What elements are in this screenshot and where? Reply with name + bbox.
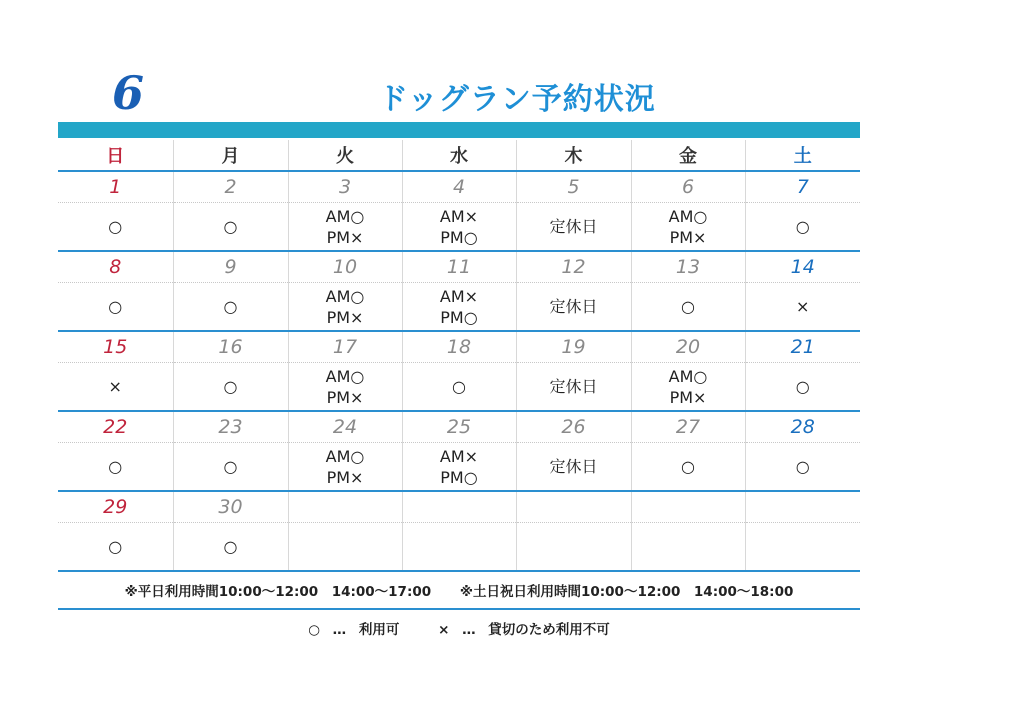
status-cell-saturday [745,523,860,572]
status-cell-friday [631,443,745,492]
status-row [58,363,860,412]
status-row [58,523,860,572]
status-text: PM× [326,387,364,407]
status-text: ○ [223,457,238,476]
status-text: PM× [669,387,707,407]
status-row [58,203,860,252]
status-text: AM○ [325,366,365,386]
status-cell-monday [173,283,288,332]
status-row [58,443,860,492]
legend [58,618,860,638]
status-cell-wednesday [402,443,516,492]
date-row [58,331,860,363]
date-cell-monday: 30 [173,491,288,523]
status-cell-friday [631,203,745,252]
status-text: PM× [326,467,364,487]
status-text: ○ [223,537,238,556]
status-text: AM○ [668,366,708,386]
date-cell-thursday: 19 [516,331,631,363]
date-cell-tuesday: 24 [288,411,402,443]
date-row [58,251,860,283]
status-cell-saturday [745,443,860,492]
weekday-hours-note: ※平日利用時間10:00～12:00 14:00～17:00 [124,584,432,600]
date-cell-friday: 13 [631,251,745,283]
weekday-wednesday: 水 [402,140,516,171]
status-cell-tuesday [288,523,402,572]
status-cell-tuesday [288,443,402,492]
weekday-sunday: 日 [58,140,173,171]
date-cell-tuesday [288,491,402,523]
month-number: 6 [112,66,145,120]
date-cell-thursday: 12 [516,251,631,283]
status-cell-thursday [516,203,631,252]
status-cell-monday [173,363,288,412]
status-cell-tuesday [288,203,402,252]
status-text: ○ [223,217,238,236]
status-text: AM× [439,286,479,306]
date-cell-saturday: 21 [745,331,860,363]
status-text: ○ [681,457,695,476]
legend-reserved-separator: … [462,622,476,638]
status-text: 定休日 [549,457,598,476]
status-cell-saturday [745,363,860,412]
date-cell-friday: 27 [631,411,745,443]
weekday-tuesday: 火 [288,140,402,171]
status-text: ○ [223,297,238,316]
weekday-header-row [58,140,860,171]
status-text: ○ [108,297,123,316]
date-row [58,171,860,203]
status-cell-friday [631,363,745,412]
status-cell-friday [631,523,745,572]
status-text: 定休日 [549,377,598,396]
status-cell-tuesday [288,283,402,332]
legend-available-text: 利用可 [358,622,400,638]
date-cell-monday: 16 [173,331,288,363]
weekday-saturday: 土 [745,140,860,171]
reservation-calendar [58,140,860,572]
status-cell-sunday [58,203,173,252]
status-cell-wednesday [402,203,516,252]
legend-reserved-symbol: × [438,622,450,638]
status-cell-monday [173,443,288,492]
status-cell-wednesday [402,363,516,412]
status-cell-wednesday [402,523,516,572]
status-text: AM○ [325,286,365,306]
date-cell-thursday: 26 [516,411,631,443]
status-text: AM× [439,206,479,226]
status-cell-sunday [58,363,173,412]
status-cell-wednesday [402,283,516,332]
status-text: PM× [326,227,364,247]
date-row [58,411,860,443]
date-cell-saturday [745,491,860,523]
status-text: ○ [108,537,123,556]
status-cell-saturday [745,203,860,252]
date-cell-wednesday: 18 [402,331,516,363]
date-cell-saturday: 7 [745,171,860,203]
holiday-hours-note: ※土日祝日利用時間10:00～12:00 14:00～18:00 [459,584,794,600]
date-cell-monday: 2 [173,171,288,203]
date-cell-friday: 20 [631,331,745,363]
weekday-friday: 金 [631,140,745,171]
weekday-thursday: 木 [516,140,631,171]
status-text: ○ [795,377,810,396]
date-cell-tuesday: 3 [288,171,402,203]
status-cell-sunday [58,523,173,572]
date-cell-thursday: 5 [516,171,631,203]
date-cell-sunday: 1 [58,171,173,203]
legend-reserved-text: 貸切のため利用不可 [488,622,610,638]
date-cell-wednesday [402,491,516,523]
date-cell-saturday: 28 [745,411,860,443]
status-text: PM× [326,307,364,327]
date-cell-sunday: 8 [58,251,173,283]
status-cell-sunday [58,283,173,332]
weekday-monday: 月 [173,140,288,171]
status-cell-thursday [516,443,631,492]
date-cell-sunday: 15 [58,331,173,363]
date-cell-tuesday: 10 [288,251,402,283]
page-title: ドッグラン予約状況 [378,82,656,117]
date-cell-friday: 6 [631,171,745,203]
status-cell-monday [173,523,288,572]
date-row [58,491,860,523]
status-cell-thursday [516,523,631,572]
calendar-body [58,171,860,571]
status-text: AM○ [325,446,365,466]
status-text: ○ [452,377,466,396]
status-text: 定休日 [549,217,598,236]
status-text: × [796,297,810,316]
status-row [58,283,860,332]
status-cell-friday [631,283,745,332]
status-cell-thursday [516,283,631,332]
status-text: × [108,377,122,396]
status-text: ○ [795,217,810,236]
date-cell-monday: 9 [173,251,288,283]
date-cell-sunday: 29 [58,491,173,523]
status-text: PM× [669,227,707,247]
status-cell-tuesday [288,363,402,412]
status-text: ○ [223,377,238,396]
status-text: ○ [795,457,810,476]
date-cell-wednesday: 25 [402,411,516,443]
status-text: AM○ [668,206,708,226]
status-text: PM○ [440,227,478,247]
date-cell-thursday [516,491,631,523]
status-cell-thursday [516,363,631,412]
date-cell-wednesday: 11 [402,251,516,283]
status-text: 定休日 [549,297,598,316]
date-cell-wednesday: 4 [402,171,516,203]
status-cell-sunday [58,443,173,492]
status-cell-saturday [745,283,860,332]
date-cell-sunday: 22 [58,411,173,443]
title-bar [58,122,860,138]
status-text: PM○ [440,307,478,327]
status-text: AM× [439,446,479,466]
hours-note [58,578,860,610]
legend-available-symbol: ○ [308,622,320,638]
status-cell-monday [173,203,288,252]
date-cell-friday [631,491,745,523]
legend-available-separator: … [332,622,347,638]
status-text: ○ [108,217,123,236]
date-cell-saturday: 14 [745,251,860,283]
status-text: AM○ [325,206,365,226]
status-text: ○ [681,297,695,316]
status-text: PM○ [440,467,478,487]
date-cell-tuesday: 17 [288,331,402,363]
date-cell-monday: 23 [173,411,288,443]
status-text: ○ [108,457,123,476]
